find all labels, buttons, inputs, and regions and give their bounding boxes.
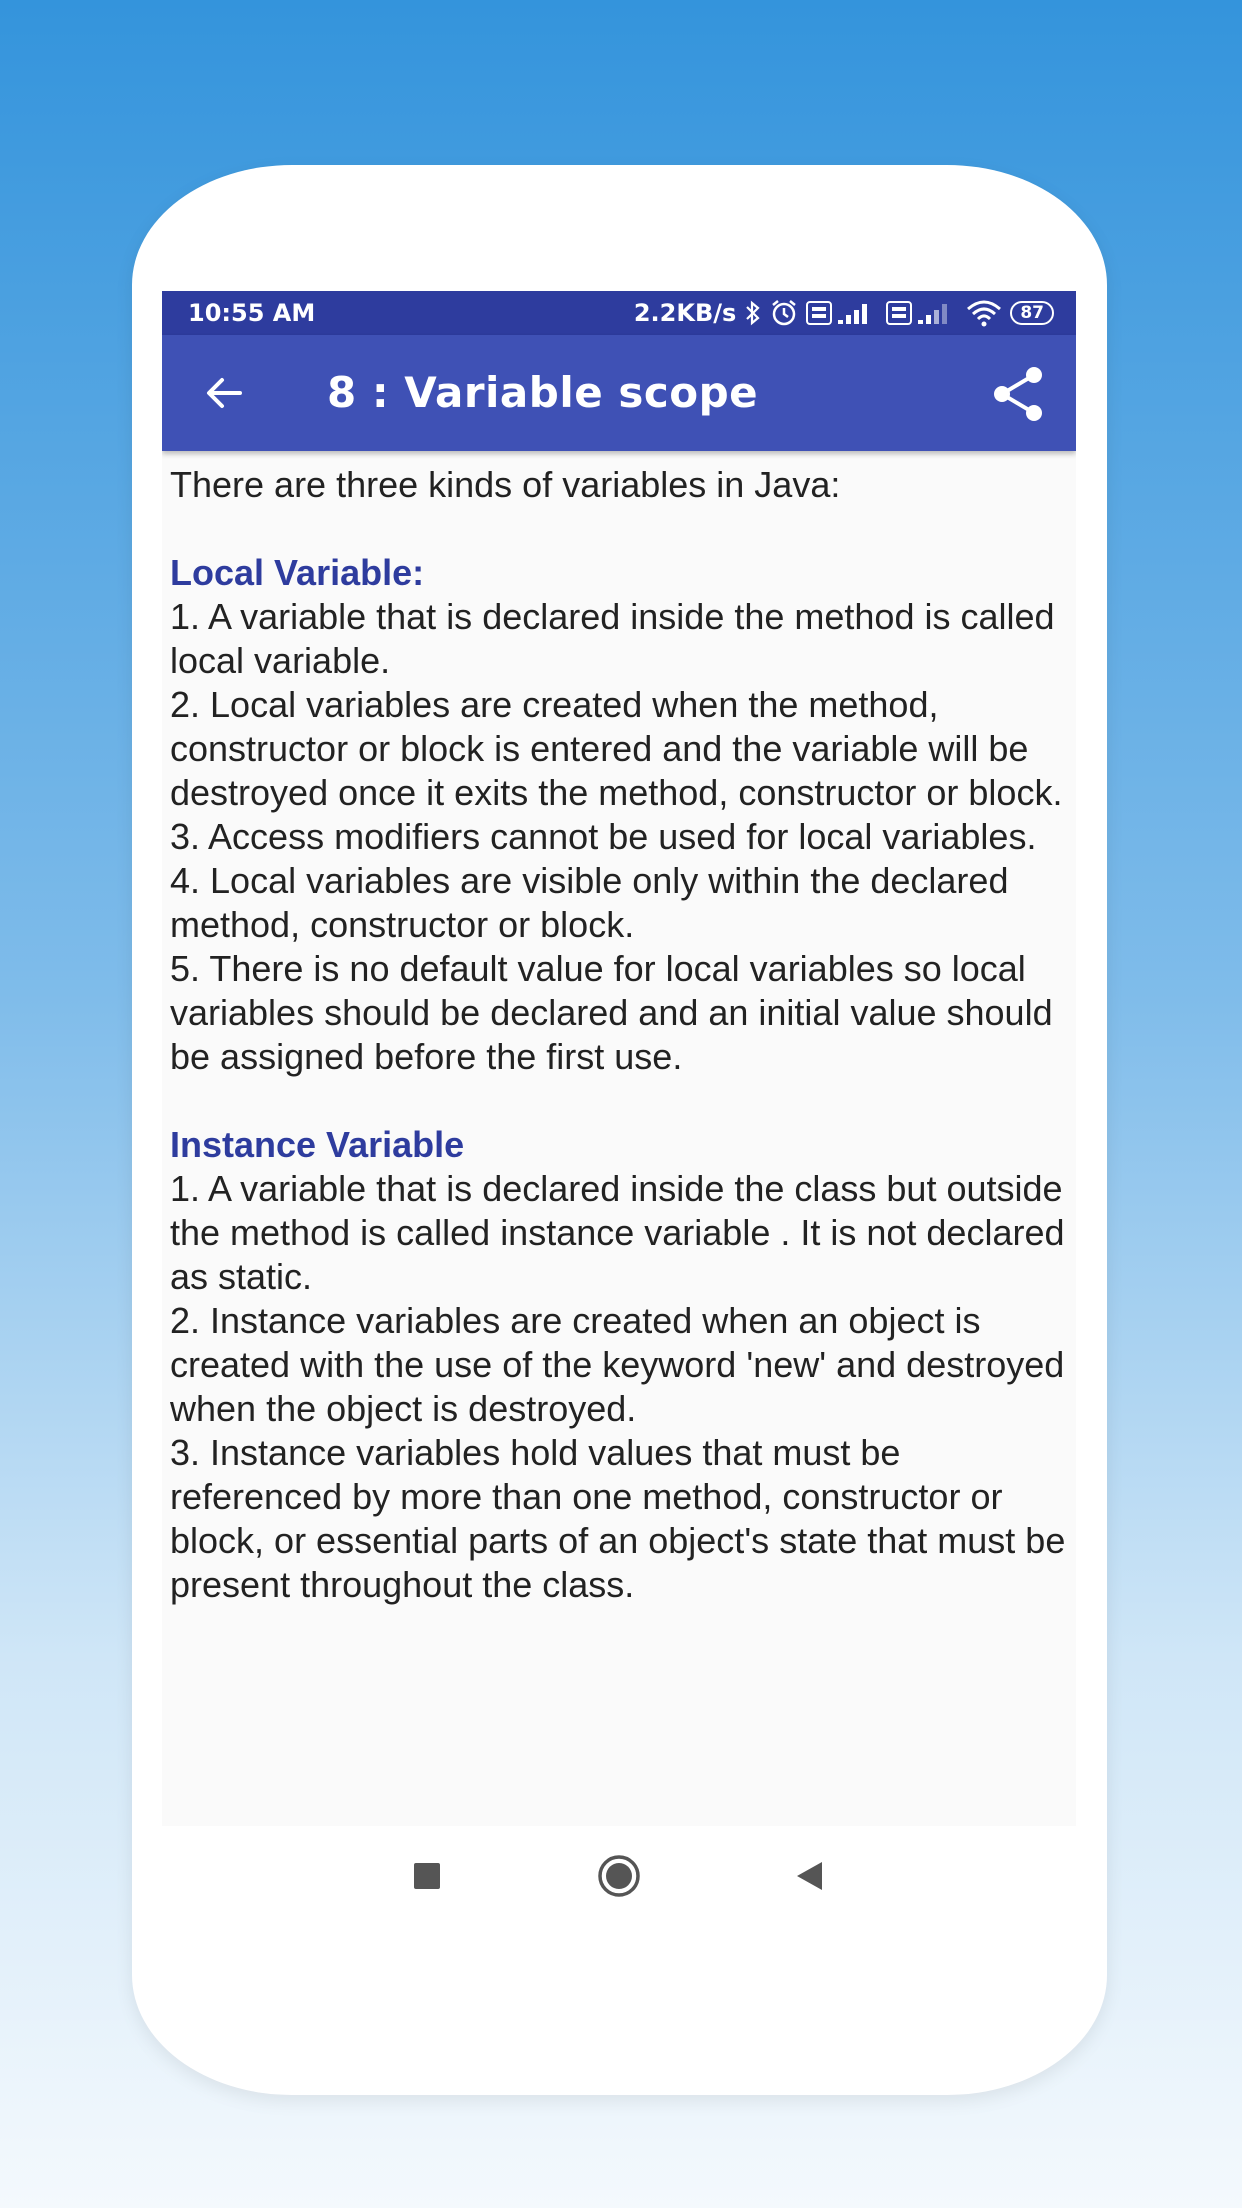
volte-signal-icon	[806, 300, 878, 326]
back-triangle-icon[interactable]	[794, 1860, 824, 1892]
battery-icon	[1010, 301, 1054, 325]
recents-square-icon[interactable]	[412, 1861, 442, 1891]
list-item: 1. A variable that is declared inside the class but outside the method is called instance variable . It is not declared as static.	[170, 1168, 1065, 1297]
spacer	[170, 507, 1070, 551]
status-icons	[634, 299, 1054, 327]
wifi-icon	[966, 299, 1002, 327]
spacer	[170, 1079, 1070, 1123]
list-item: 2. Instance variables are created when an object is created with the use of the keyword 'new' and destroyed when the object is destroyed.	[170, 1300, 1065, 1429]
list-item: 3. Instance variables hold values that must be referenced by more than one method, constructor or block, or essential parts of an object's state that must be present throughout the class.	[170, 1432, 1066, 1605]
status-bar	[162, 291, 1076, 335]
page-title: 8 : Variable scope	[327, 368, 759, 417]
status-time: 10:55 AM	[188, 299, 316, 327]
share-icon[interactable]	[990, 365, 1048, 423]
battery-level: 87	[1020, 303, 1044, 323]
section-heading: Instance Variable	[170, 1124, 465, 1165]
arrow-left-icon[interactable]	[198, 367, 250, 419]
intro-text: There are three kinds of variables in Java:	[170, 464, 841, 505]
home-circle-icon[interactable]	[597, 1854, 641, 1898]
lesson-content[interactable]	[170, 463, 1070, 1826]
list-item: 5. There is no default value for local variables so local variables should be declared and an initial value should be assigned before the first use.	[170, 948, 1053, 1077]
alarm-icon	[770, 299, 798, 327]
network-speed: 2.2KB/s	[633, 299, 737, 327]
bluetooth-icon	[744, 300, 762, 326]
list-item: 2. Local variables are created when the method, constructor or block is entered and the variable will be destroyed once it exits the method, constructor or block.	[170, 684, 1063, 813]
section-heading: Local Variable:	[170, 552, 425, 593]
system-nav-bar	[162, 1826, 1076, 1926]
phone-screen	[162, 291, 1076, 1826]
app-bar	[162, 335, 1076, 451]
list-item: 3. Access modifiers cannot be used for local variables.	[170, 816, 1037, 857]
volte-signal-icon	[886, 300, 958, 326]
list-item: 1. A variable that is declared inside the method is called local variable.	[170, 596, 1055, 681]
list-item: 4. Local variables are visible only within the declared method, constructor or block.	[170, 860, 1009, 945]
